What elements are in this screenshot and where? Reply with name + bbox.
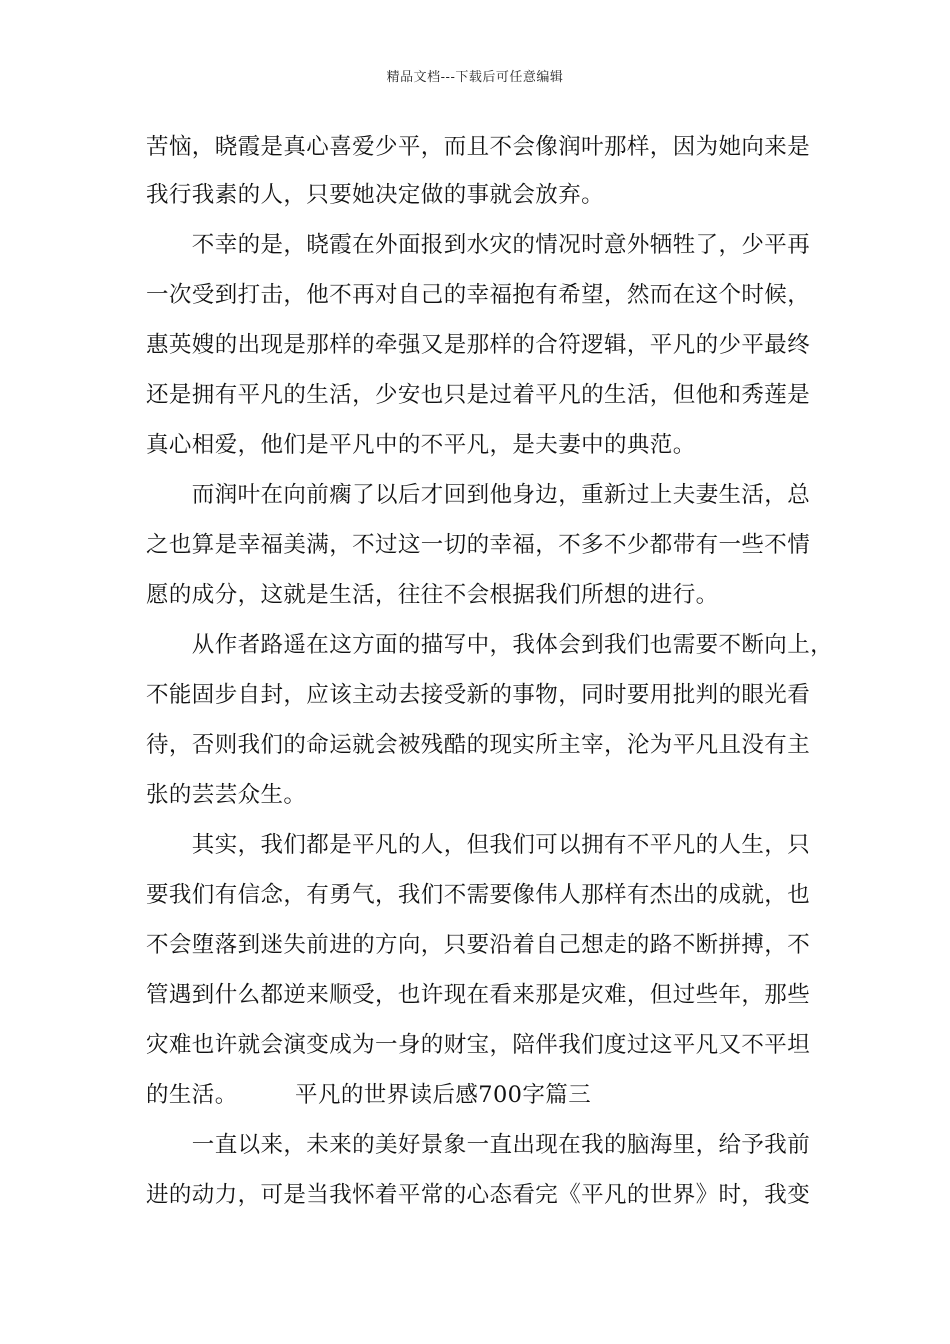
text-line: 一次受到打击，他不再对自己的幸福抱有希望，然而在这个时候， [146, 282, 811, 308]
text-line: 不会堕落到迷失前进的方向，只要沿着自己想走的路不断拼搏，不 [146, 932, 811, 958]
text-line: 进的动力，可是当我怀着平常的心态看完《平凡的世界》时，我变 [146, 1182, 811, 1208]
text-line: 之也算是幸福美满，不过这一切的幸福，不多不少都带有一些不情 [146, 532, 811, 558]
text-line: 要我们有信念，有勇气，我们不需要像伟人那样有杰出的成就，也 [146, 882, 811, 908]
text-line: 灾难也许就会演变成为一身的财宝，陪伴我们度过这平凡又不平坦 [146, 1032, 811, 1058]
text-line: 真心相爱，他们是平凡中的不平凡，是夫妻中的典范。 [146, 432, 696, 458]
text-line: 张的芸芸众生。 [146, 782, 307, 808]
text-line: 待，否则我们的命运就会被残酷的现实所主宰，沦为平凡且没有主 [146, 732, 811, 758]
page-header: 精品文档---下载后可任意编辑 [386, 70, 564, 85]
text-line: 从作者路遥在这方面的描写中，我体会到我们也需要不断向上， [146, 632, 834, 658]
text-line: 其实，我们都是平凡的人，但我们可以拥有不平凡的人生，只 [146, 832, 811, 858]
text-line: 不幸的是，晓霞在外面报到水灾的情况时意外牺牲了，少平再 [146, 232, 811, 258]
text-line: 不能固步自封，应该主动去接受新的事物，同时要用批判的眼光看 [146, 682, 811, 708]
text-line: 惠英嫂的出现是那样的牵强又是那样的合符逻辑，平凡的少平最终 [146, 332, 811, 358]
text-line: 还是拥有平凡的生活，少安也只是过着平凡的生活，但他和秀莲是 [146, 382, 811, 408]
text-line: 管遇到什么都逆来顺受，也许现在看来那是灾难，但过些年，那些 [146, 982, 811, 1008]
text-line: 的生活。 平凡的世界读后感700字篇三 [146, 1082, 592, 1108]
document-body [146, 124, 834, 1220]
text-line: 苦恼，晓霞是真心喜爱少平，而且不会像润叶那样，因为她向来是 [146, 134, 811, 160]
text-line: 我行我素的人，只要她决定做的事就会放弃。 [146, 182, 605, 208]
text-line: 愿的成分，这就是生活，往往不会根据我们所想的进行。 [146, 582, 719, 608]
text-line: 而润叶在向前瘸了以后才回到他身边，重新过上夫妻生活，总 [146, 482, 811, 508]
text-line: 一直以来，未来的美好景象一直出现在我的脑海里，给予我前 [146, 1132, 811, 1158]
